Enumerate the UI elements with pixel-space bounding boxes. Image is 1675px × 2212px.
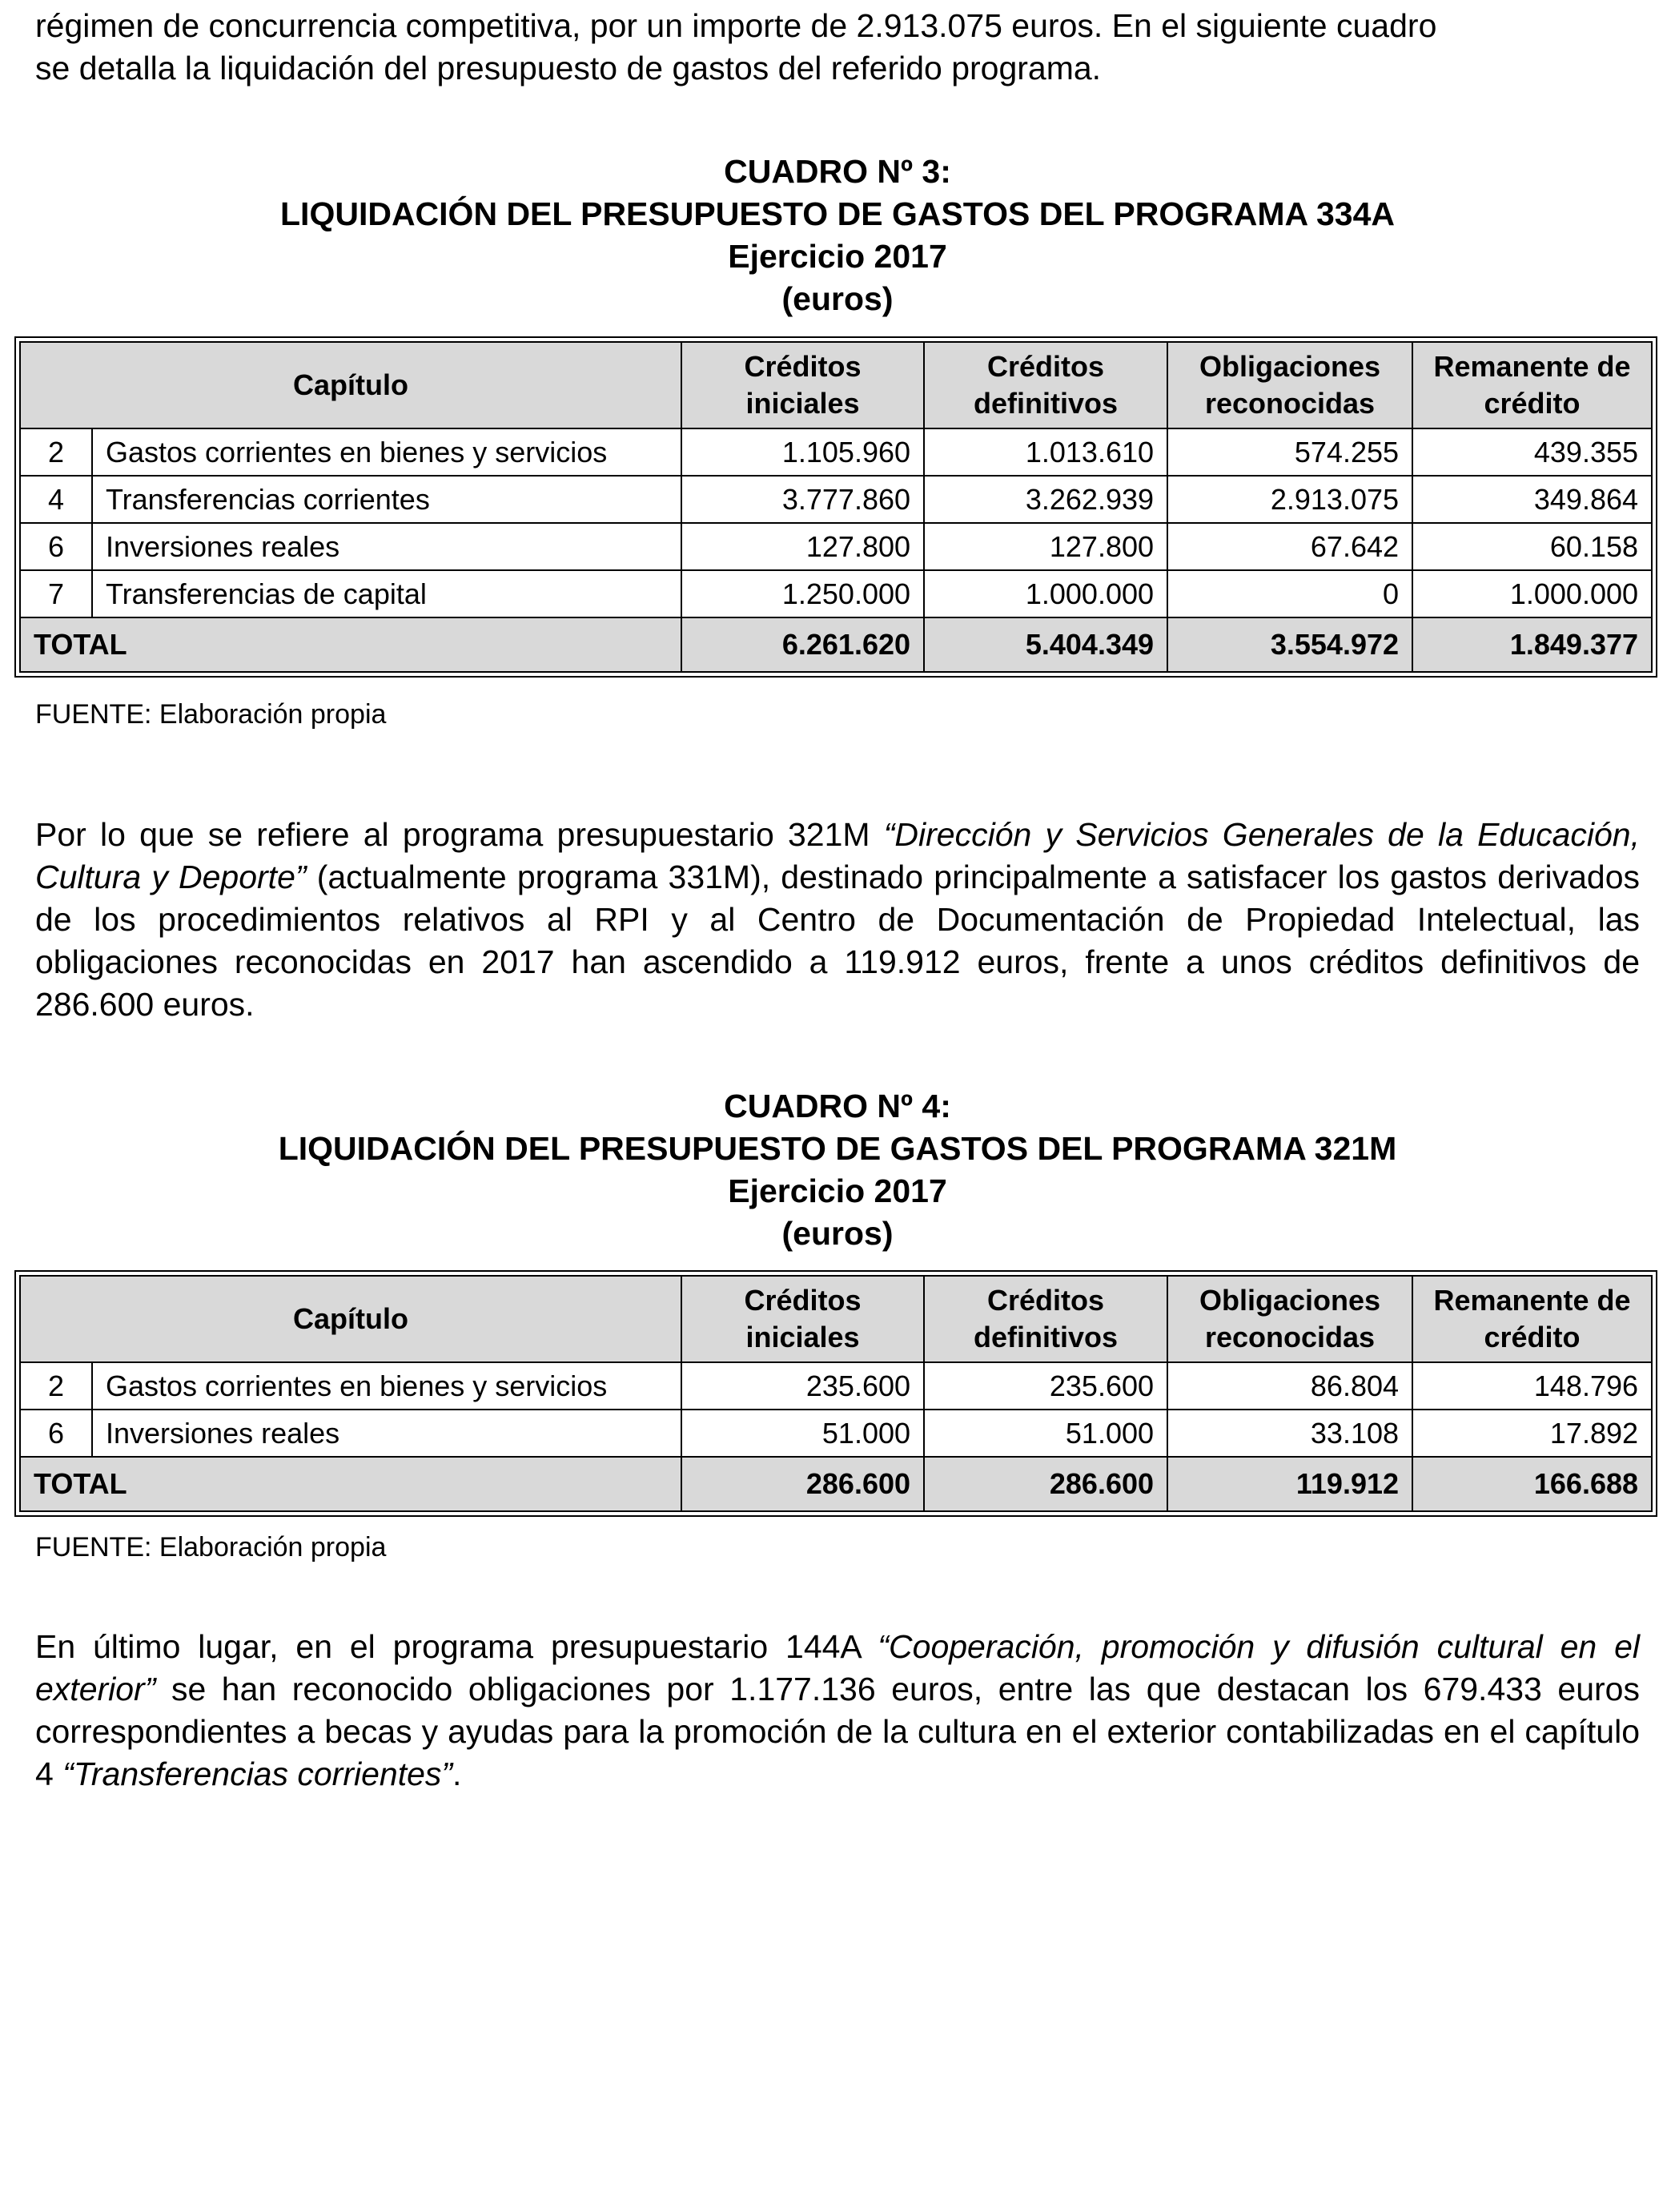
- total-creditos-iniciales: 6.261.620: [681, 617, 924, 672]
- table4-header-remanente-credito: Remanente de crédito: [1412, 1276, 1652, 1362]
- row-remanente: 349.864: [1412, 476, 1652, 523]
- row-remanente: 17.892: [1412, 1410, 1652, 1457]
- table4-caption-number: CUADRO Nº 4:: [724, 1088, 951, 1124]
- table-row: [20, 523, 1652, 570]
- table4-header-creditos-iniciales: Créditos iniciales: [681, 1276, 924, 1362]
- table-row: [20, 428, 1652, 476]
- row-obligaciones: 574.255: [1167, 428, 1412, 476]
- row-creditos-iniciales: 51.000: [681, 1410, 924, 1457]
- table3-caption-number: CUADRO Nº 3:: [724, 153, 951, 190]
- row-obligaciones: 67.642: [1167, 523, 1412, 570]
- table3-caption-unit: (euros): [781, 280, 894, 317]
- table3-header-row: [20, 342, 1652, 428]
- row-remanente: 60.158: [1412, 523, 1652, 570]
- row-name: Transferencias corrientes: [92, 476, 681, 523]
- table4: [14, 1270, 1657, 1517]
- total-remanente: 166.688: [1412, 1457, 1652, 1511]
- paragraph-321m: Por lo que se refiere al programa presupuestario 321M “Dirección y Servicios Generales de la Educación, Cultura y Deporte” (actualmente programa 331M), destinado principalmente a satisfacer los gastos derivados de los procedimientos relativos al RPI y al Centro de Documentación de Propiedad Intelectual, las obligaciones reconocidas en 2017 han ascendido a 119.912 euros, frente a unos créditos definitivos de 286.600 euros.: [35, 816, 1641, 1023]
- total-label: TOTAL: [20, 1457, 681, 1511]
- row-name: Transferencias de capital: [92, 570, 681, 617]
- row-creditos-iniciales: 1.105.960: [681, 428, 924, 476]
- table4-caption: [35, 1085, 1640, 1255]
- table3-header-obligaciones-reconocidas: Obligaciones reconocidas: [1167, 342, 1412, 428]
- total-creditos-definitivos: 5.404.349: [924, 617, 1167, 672]
- table3-header-remanente-credito: Remanente de crédito: [1412, 342, 1652, 428]
- row-obligaciones: 33.108: [1167, 1410, 1412, 1457]
- table4-source: FUENTE: Elaboración propia: [35, 1532, 387, 1562]
- table4-header-obligaciones-reconocidas: Obligaciones reconocidas: [1167, 1276, 1412, 1362]
- table-row: [20, 476, 1652, 523]
- table3-header-creditos-definitivos: Créditos definitivos: [924, 342, 1167, 428]
- table4-total-row: [20, 1457, 1652, 1511]
- table3-header-creditos-iniciales: Créditos iniciales: [681, 342, 924, 428]
- table3-source: FUENTE: Elaboración propia: [35, 699, 387, 730]
- intro-paragraph: [35, 5, 1640, 90]
- row-creditos-definitivos: 51.000: [924, 1410, 1167, 1457]
- row-code: 6: [20, 1410, 92, 1457]
- intro-line-1: régimen de concurrencia competitiva, por un importe de 2.913.075 euros. En el siguiente cuadro: [35, 7, 1437, 44]
- row-name: Inversiones reales: [92, 523, 681, 570]
- table4-header-row: [20, 1276, 1652, 1362]
- table-row: [20, 570, 1652, 617]
- row-creditos-iniciales: 3.777.860: [681, 476, 924, 523]
- table4-caption-unit: (euros): [781, 1215, 894, 1252]
- total-label: TOTAL: [20, 617, 681, 672]
- table4-header-capitulo: Capítulo: [20, 1276, 681, 1362]
- table4-caption-year: Ejercicio 2017: [728, 1172, 947, 1209]
- table3-total-row: [20, 617, 1652, 672]
- total-creditos-iniciales: 286.600: [681, 1457, 924, 1511]
- table-row: [20, 1410, 1652, 1457]
- table3: [14, 336, 1657, 678]
- total-obligaciones: 3.554.972: [1167, 617, 1412, 672]
- row-creditos-definitivos: 127.800: [924, 523, 1167, 570]
- table4-caption-title: LIQUIDACIÓN DEL PRESUPUESTO DE GASTOS DEL PROGRAMA 321M: [278, 1130, 1397, 1167]
- table3-caption-title: LIQUIDACIÓN DEL PRESUPUESTO DE GASTOS DEL PROGRAMA 334A: [280, 195, 1395, 232]
- paragraph-144a: En último lugar, en el programa presupuestario 144A “Cooperación, promoción y difusión cultural en el exterior” se han reconocido obligaciones por 1.177.136 euros, entre las que destacan los 679.433 euros correspondientes a becas y ayudas para la promoción de la cultura en el exterior contabilizadas en el capítulo 4 “Transferencias corrientes”.: [35, 1628, 1640, 1792]
- table3-caption-year: Ejercicio 2017: [728, 238, 947, 275]
- row-remanente: 1.000.000: [1412, 570, 1652, 617]
- total-remanente: 1.849.377: [1412, 617, 1652, 672]
- row-code: 7: [20, 570, 92, 617]
- row-creditos-iniciales: 1.250.000: [681, 570, 924, 617]
- total-creditos-definitivos: 286.600: [924, 1457, 1167, 1511]
- row-obligaciones: 0: [1167, 570, 1412, 617]
- row-name: Gastos corrientes en bienes y servicios: [92, 1362, 681, 1410]
- row-code: 2: [20, 428, 92, 476]
- table4-header-creditos-definitivos: Créditos definitivos: [924, 1276, 1167, 1362]
- row-remanente: 439.355: [1412, 428, 1652, 476]
- row-code: 6: [20, 523, 92, 570]
- table3-header-capitulo: Capítulo: [20, 342, 681, 428]
- row-creditos-definitivos: 235.600: [924, 1362, 1167, 1410]
- row-name: Inversiones reales: [92, 1410, 681, 1457]
- row-code: 2: [20, 1362, 92, 1410]
- row-creditos-iniciales: 235.600: [681, 1362, 924, 1410]
- total-obligaciones: 119.912: [1167, 1457, 1412, 1511]
- row-obligaciones: 2.913.075: [1167, 476, 1412, 523]
- row-creditos-definitivos: 1.000.000: [924, 570, 1167, 617]
- intro-line-2: se detalla la liquidación del presupuesto de gastos del referido programa.: [35, 50, 1102, 86]
- row-remanente: 148.796: [1412, 1362, 1652, 1410]
- row-creditos-iniciales: 127.800: [681, 523, 924, 570]
- row-name: Gastos corrientes en bienes y servicios: [92, 428, 681, 476]
- row-obligaciones: 86.804: [1167, 1362, 1412, 1410]
- row-creditos-definitivos: 1.013.610: [924, 428, 1167, 476]
- row-creditos-definitivos: 3.262.939: [924, 476, 1167, 523]
- row-code: 4: [20, 476, 92, 523]
- table-row: [20, 1362, 1652, 1410]
- table3-caption: [35, 151, 1640, 320]
